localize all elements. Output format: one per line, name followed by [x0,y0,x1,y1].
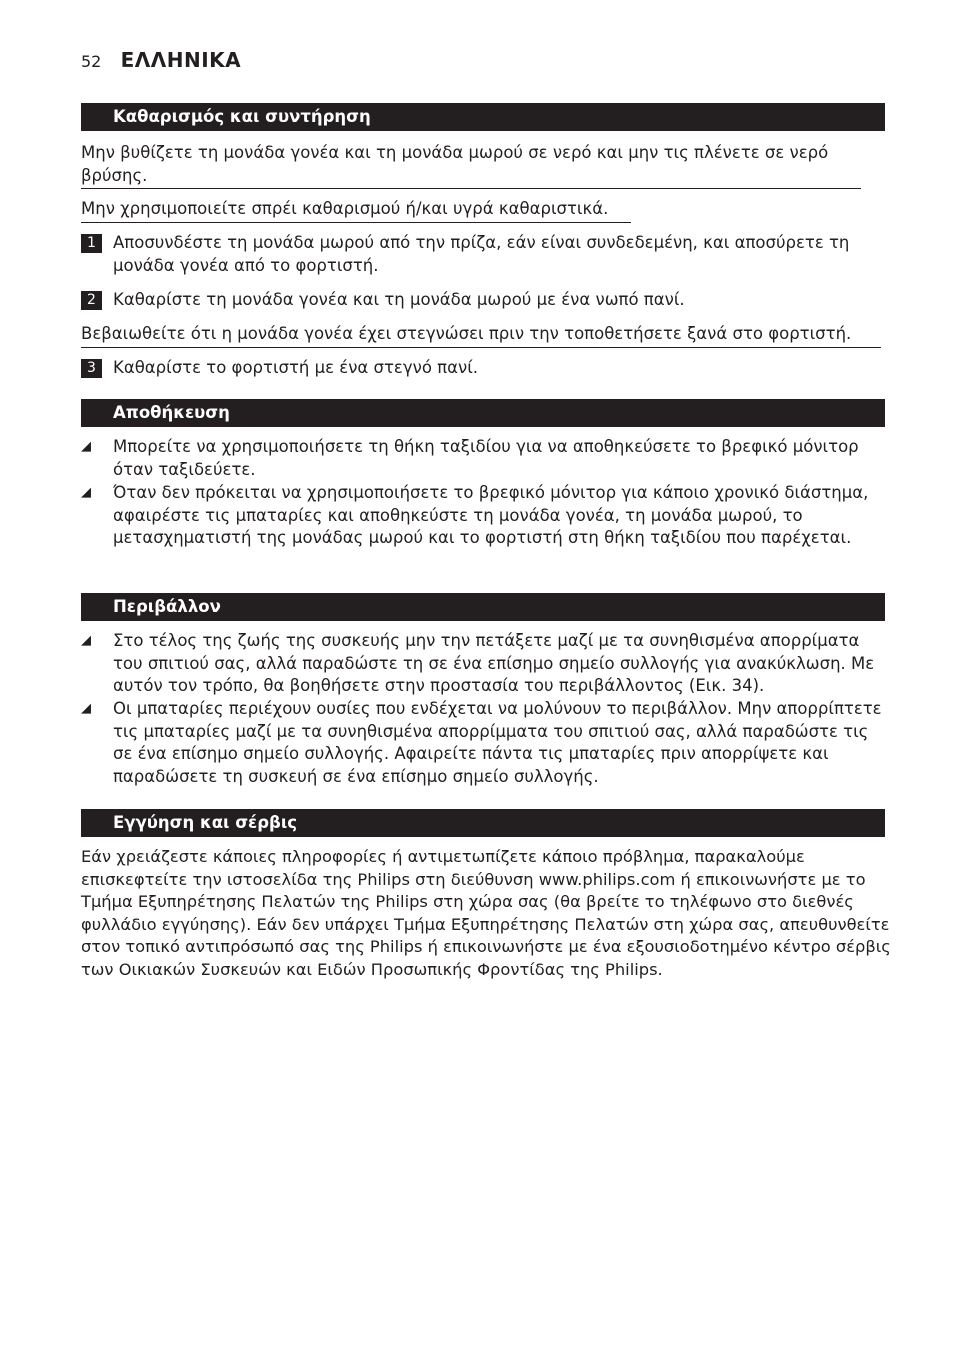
environment-bullet-1: ◢ Στο τέλος της ζωής της συσκευής μην την πετάξετε μαζί με τα συνηθισμένα απορρίματα του σπιτιού σας, αλλά παραδώστε τη σε ένα επίσημο σημείο συλλογής για ανακύκλωση. Με αυτόν τον τρόπο, θα βοηθήσετε στην προστασία του περιβάλλοντος (Εικ. 34). [81,631,875,695]
step-number: 3 [81,359,102,378]
storage-bullet-1: ◢ Μπορείτε να χρησιμοποιήσετε τη θήκη ταξιδίου για να αποθηκεύσετε το βρεφικό μόνιτορ όταν ταξιδεύετε. [81,437,859,479]
section-title: Εγγύηση και σέρβις [113,813,298,832]
step-3 [81,357,891,380]
page-number: 52 [81,52,102,71]
warning-no-immerse: Μην βυθίζετε τη μονάδα γονέα και τη μονάδα μωρού σε νερό και μην τις πλένετε σε νερό βρύσης. [81,142,861,189]
step-2 [81,289,891,312]
step-number: 1 [81,234,102,253]
step-text: Καθαρίστε το φορτιστή με ένα στεγνό πανί. [113,358,479,377]
section-header-storage [81,399,885,427]
warranty-paragraph: Εάν χρειάζεστε κάποιες πληροφορίες ή αντιμετωπίζετε κάποιο πρόβλημα, παρακαλούμε επισκεφτείτε την ιστοσελίδα της Philips στη διεύθυνση www.philips.com ή επικοινωνήστε με το Τμήμα Εξυπηρέτησης Πελατών της Philips στη χώρα σας (θα βρείτε το τηλέφωνο στο διεθνές φυλλάδιο εγγύησης). Εάν δεν υπάρχει Τμήμα Εξυπηρέτησης Πελατών στη χώρα σας, απευθυνθείτε στον τοπικό αντιπρόσωπό σας της Philips ή επικοινωνήστε με ένα εξουσιοδοτημένο κέντρο σέρβις των Οικιακών Συσκευών και Ειδών Προσωπικής Φροντίδας της Philips. [81,847,891,979]
section-title: Αποθήκευση [113,403,230,422]
section-title: Περιβάλλον [113,597,221,616]
section-header-warranty [81,809,885,837]
step-text: Αποσυνδέστε τη μονάδα μωρού από την πρίζα, εάν είναι συνδεδεμένη, και αποσύρετε τη μονάδα γονέα από το φορτιστή. [113,233,850,275]
philips-website-link[interactable]: www.philips.com [538,869,676,889]
language-title: ΕΛΛΗΝΙΚΑ [120,48,242,72]
bullet-marker-icon: ◢ [81,439,91,454]
section-title: Καθαρισμός και συντήρηση [113,107,371,126]
step-text: Καθαρίστε τη μονάδα γονέα και τη μονάδα μωρού με ένα νωπό πανί. [113,290,685,309]
storage-bullet-2: ◢ Όταν δεν πρόκειται να χρησιμοποιήσετε το βρεφικό μόνιτορ για κάποιο χρονικό διάστημα, αφαιρέστε τις μπαταρίες και αποθηκεύστε τη μονάδα γονέα, τη μονάδα μωρού, το μετασχηματιστή της μονάδας μωρού και το φορτιστή στη θήκη ταξιδίου που παρέχεται. [81,483,869,547]
bullet-marker-icon: ◢ [81,701,91,716]
warning-dry-before-placing: Βεβαιωθείτε ότι η μονάδα γονέα έχει στεγνώσει πριν την τοποθετήσετε ξανά στο φορτιστή. [81,323,881,348]
warning-no-spray: Μην χρησιμοποιείτε σπρέι καθαρισμού ή/και υγρά καθαριστικά. [81,198,631,223]
step-number: 2 [81,291,102,310]
page-header [81,48,241,74]
bullet-marker-icon: ◢ [81,485,91,500]
environment-bullet-2: ◢ Οι μπαταρίες περιέχουν ουσίες που ενδέχεται να μολύνουν το περιβάλλον. Μην απορρίπτετε τις μπαταρίες μαζί με τα συνηθισμένα απορρίμματα του σπιτιού σας, αλλά παραδώστε τις σε ένα επίσημο σημείο συλλογής. Αφαιρείτε πάντα τις μπαταρίες πριν απορρίψετε και παραδώσετε τη συσκευή σε ένα επίσημο σημείο συλλογής. [81,699,882,786]
section-header-environment [81,593,885,621]
section-header-cleaning [81,103,885,131]
bullet-marker-icon: ◢ [81,633,91,648]
step-1 [81,232,891,277]
